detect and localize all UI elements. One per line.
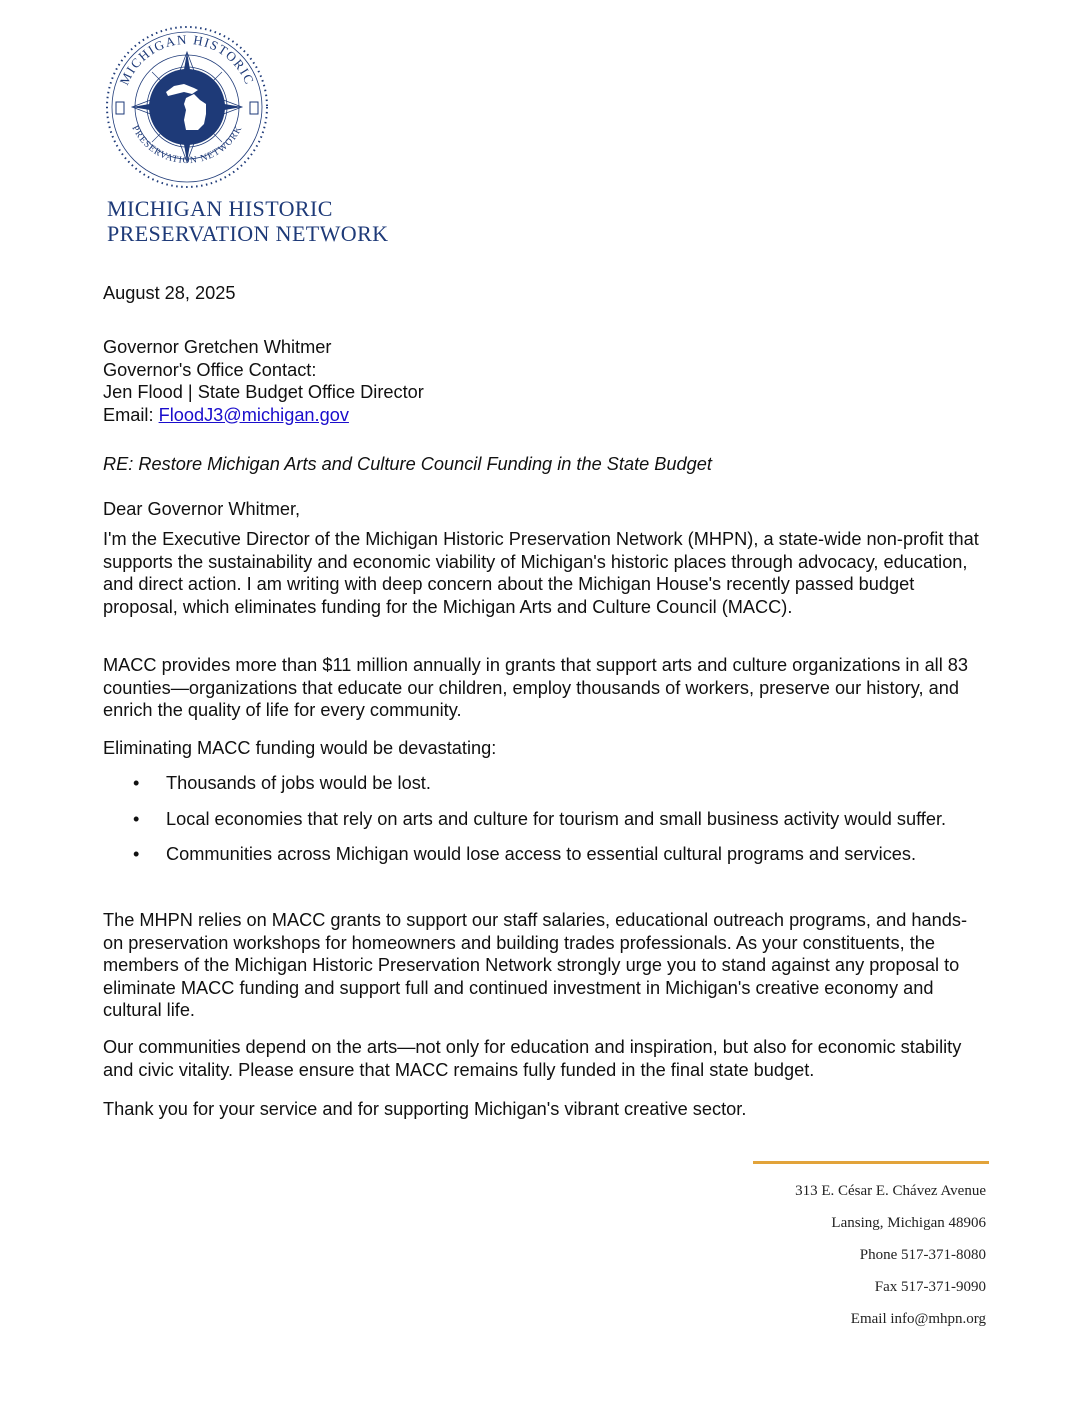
recipient-contact-label: Governor's Office Contact: (103, 359, 317, 380)
bullet-icon: • (133, 808, 140, 829)
list-item (103, 772, 983, 795)
footer-fax: Fax 517-371-9090 (874, 1279, 986, 1295)
paragraph-macc-grants: MACC provides more than $11 million annually in grants that support arts and culture organizations in all 83 counties—organizations that educate our children, employ thousands of workers, preserve our history, and enrich the quality of life for every community. (103, 655, 969, 720)
recipient-contact: Jen Flood | State Budget Office Director (103, 382, 424, 402)
salutation: Dear Governor Whitmer, (103, 499, 301, 519)
letterhead-logo (90, 0, 410, 262)
list-item (103, 808, 983, 831)
paragraph-devastating: Eliminating MACC funding would be devastating: (103, 738, 497, 758)
svg-text:PRESERVATION NETWORK: PRESERVATION NETWORK (129, 124, 245, 167)
list-item-text: Communities across Michigan would lose access to essential cultural programs and services. (166, 844, 917, 864)
footer-contact (795, 1178, 986, 1338)
recipient-email-link[interactable]: FloodJ3@michigan.gov (158, 404, 349, 425)
footer-divider (753, 1161, 989, 1164)
letter-date: August 28, 2025 (103, 283, 236, 303)
list-item-text: Thousands of jobs would be lost. (166, 773, 431, 793)
bullet-icon: • (133, 844, 140, 864)
list-item-text: Local economies that rely on arts and culture for tourism and small business activity would suffer. (166, 808, 947, 829)
mhpn-seal-icon (102, 22, 272, 192)
paragraph-communities: Our communities depend on the arts—not only for education and inspiration, but also for economic stability and civic vitality. Please ensure that MACC remains fully funded in the final state budget. (103, 1037, 962, 1080)
org-name (107, 196, 388, 246)
paragraph-intro: I'm the Executive Director of the Michigan Historic Preservation Network (MHPN), a state-wide non-profit that supports the sustainability and economic viability of Michigan's historic places through advocacy, education, and direct action. I am writing with deep concern about the Michigan House's recently passed budget proposal, which eliminates funding for the Michigan Arts and Culture Council (MACC). (103, 529, 979, 617)
bullet-icon: • (133, 773, 140, 793)
list-item (103, 843, 983, 866)
footer-phone: Phone 517-371-8080 (859, 1247, 986, 1263)
paragraph-mhpn-reliance: The MHPN relies on MACC grants to support our staff salaries, educational outreach programs, and hands-on preservation workshops for homeowners and building trades professionals. As your constituents, the members of the Michigan Historic Preservation Network strongly urge you to stand against any proposal to eliminate MACC funding and support full and continued investment in Michigan's creative economy and cultural life. (103, 910, 967, 1020)
footer-address-line1: 313 E. César E. Chávez Avenue (795, 1183, 986, 1199)
subject-line: RE: Restore Michigan Arts and Culture Council Funding in the State Budget (103, 454, 712, 474)
recipient-block (103, 336, 424, 426)
impact-list (103, 772, 983, 879)
org-name-line1: MICHIGAN HISTORIC (107, 196, 333, 221)
org-name-line2: PRESERVATION NETWORK (107, 221, 389, 246)
recipient-email-label: Email: (103, 404, 159, 425)
paragraph-thanks: Thank you for your service and for supporting Michigan's vibrant creative sector. (103, 1099, 747, 1119)
recipient-email-line (103, 404, 424, 427)
footer-address-line2: Lansing, Michigan 48906 (831, 1215, 986, 1231)
svg-text:MICHIGAN HISTORIC: MICHIGAN HISTORIC (116, 31, 258, 88)
recipient-name: Governor Gretchen Whitmer (103, 337, 332, 357)
footer-email: Email info@mhpn.org (850, 1311, 986, 1327)
